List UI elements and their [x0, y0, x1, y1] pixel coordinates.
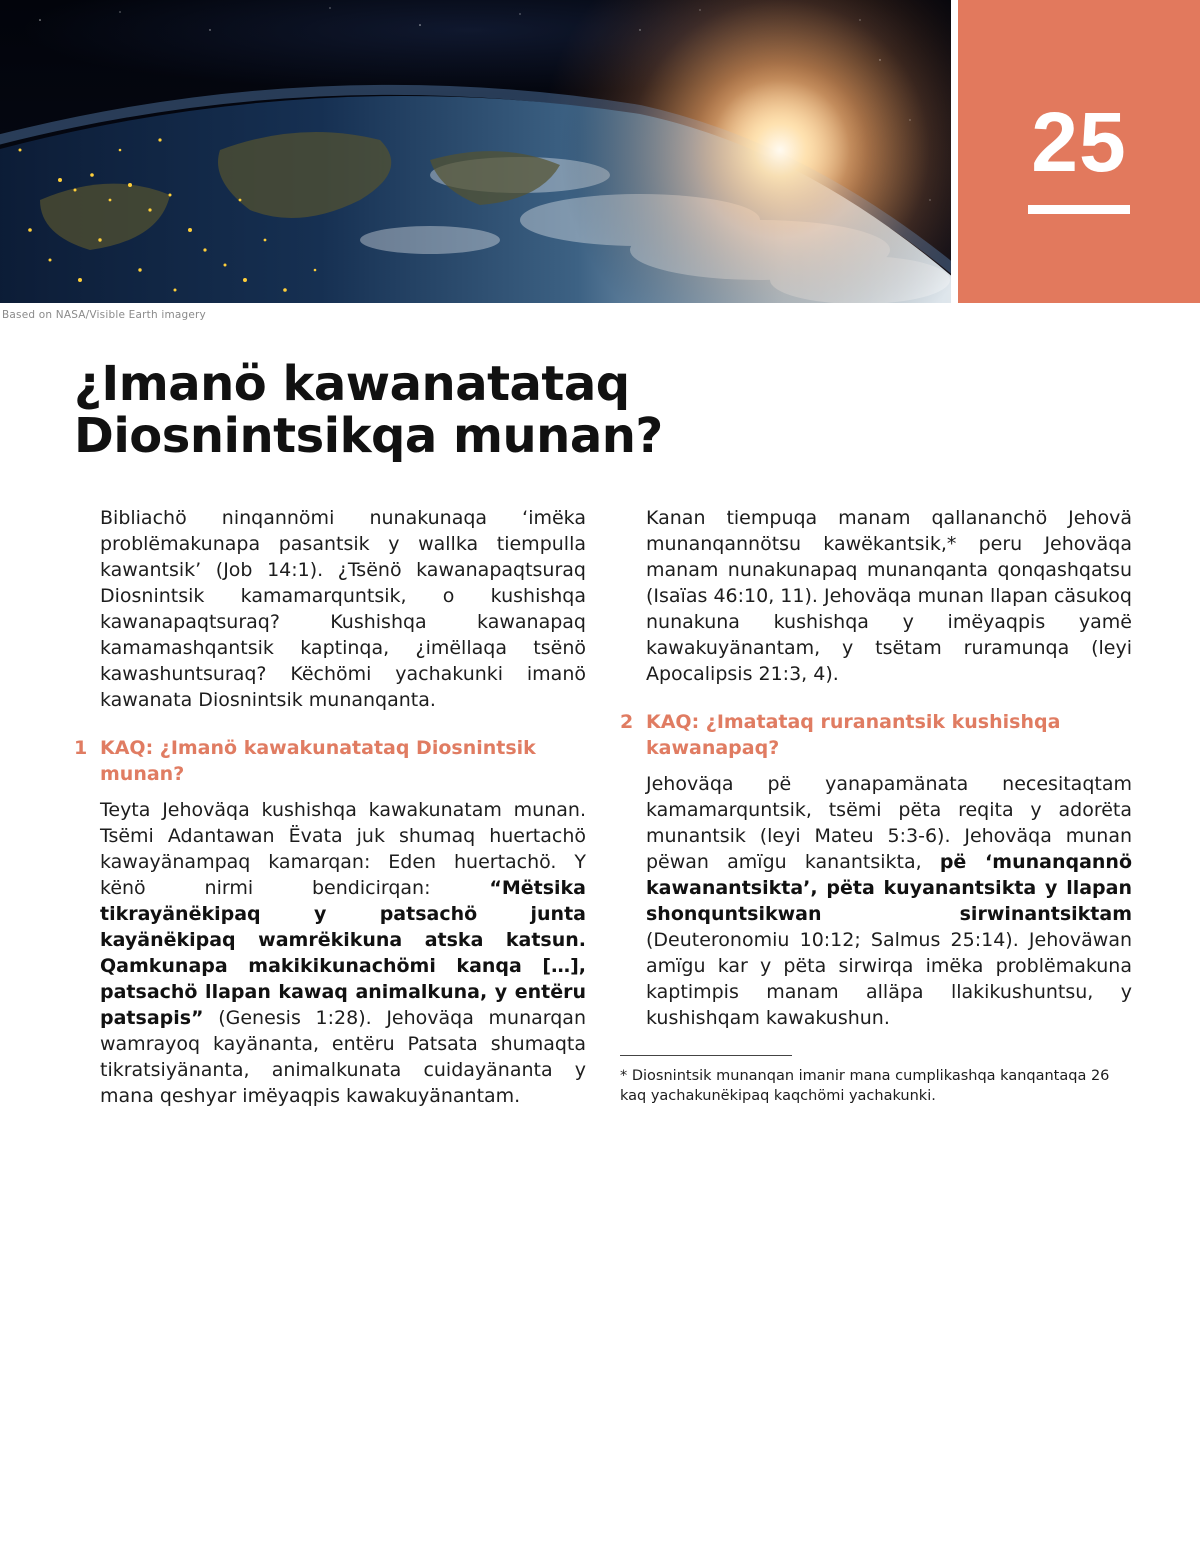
right-column [620, 505, 1132, 1106]
question-2-heading [620, 709, 1132, 761]
question-2-paragraph [646, 771, 1132, 1031]
genesis-quote: “Mëtsika tikrayänëkipaq y patsachö junta kayänëkipaq wamrëkikuna atska katsun. Qamkunapa makikikunachömi kanqa […], patsachö llapan kawaq animalkuna, y entëru patsapis” [100, 877, 586, 1029]
page-number-underline [1028, 205, 1130, 214]
continuation-paragraph: Kanan tiempuqa manam qallananchö Jehovä munanqannötsu kawëkantsik,* peru Jehoväqa manam nunakunapaq munanqanta qonqashqatsu (Isaïas 46:10, 11). Jehoväqa munan llapan cäsukoq nunakuna kushishqa y imëyaqpis yamë kawakuyänantam, y tsëtam ruramunqa (leyi Apocalipsis 21:3, 4). [646, 507, 1132, 685]
q1-paragraph-text: Teyta Jehoväqa kushishqa kawakunatam munan. Tsëmi Adantawan Ëvata juk shumaq huertachö kawayänampaq kamarqan: Eden huertachö. Y kënö nirmi bendicirqan: [100, 799, 586, 899]
image-credit: Based on NASA/Visible Earth imagery [2, 309, 206, 321]
q2-paragraph-text-end: (Deuteronomiu 10:12; Salmus 25:14). Jehoväwan amïgu kar y pëta sirwirqa imëka problëmakuna kaptimpis manam alläpa llakikushuntsu, y kushishqam kawakushun. [646, 929, 1132, 1029]
question-2-number: 2 [620, 711, 634, 733]
intro-paragraph: Bibliachö ninqannömi nunakunaqa ‘imëka problëmakunapa pasantsik y wallka tiempulla kawantsik’ (Job 14:1). ¿Tsënö kawanapaqtsuraq Diosnintsik kamamarquntsik, o kushishqa kawanapaqtsuraq? Kushishqa kawanapaq kamamashqantsik kaptinqa, ¿imëllaqa tsënö kawashuntsuraq? Këchömi yachakunki imanö kawanata Diosnintsik munanqanta. [100, 507, 586, 711]
page-number-tab [958, 0, 1200, 303]
left-column [74, 505, 586, 1109]
q2-paragraph-text: Jehoväqa pë yanapamänata necesitaqtam kamamarquntsik, tsëmi pëta reqita y adorëta munantsik (leyi Mateu 5:3-6). Jehoväqa munan pëwan amïgu kanantsikta, [646, 773, 1132, 873]
earth-illustration [0, 0, 951, 303]
lesson-title [74, 358, 774, 462]
question-1-number: 1 [74, 737, 88, 759]
lesson-title-line1: ¿Imanö kawanatataq [74, 356, 630, 412]
q1-paragraph-text-end: (Genesis 1:28). Jehoväqa munarqan wamrayoq kayänanta, entëru Patsata shumaqta tikratsiyänanta, animalkunata cuidayänanta y mana qeshyar imëyaqpis kawakuyänantam. [100, 1007, 586, 1107]
page-number: 25 [1031, 95, 1127, 189]
q2-emphasis: pë ‘munanqannö kawanantsikta’, pëta kuyanantsikta y llapan shonquntsikwan sirwinantsiktam [646, 851, 1133, 925]
question-2-text: KAQ: ¿Imatataq ruranantsik kushishqa kawanapaq? [646, 711, 1061, 759]
question-1-heading [74, 735, 586, 787]
question-1-paragraph [100, 797, 586, 1109]
question-1-text: KAQ: ¿Imanö kawakunatataq Diosnintsik munan? [100, 737, 536, 785]
lesson-title-line2: Diosnintsikqa munan? [74, 408, 663, 464]
footnote-divider [620, 1055, 792, 1056]
footnote: * Diosnintsik munanqan imanir mana cumplikashqa kanqantaqa 26 kaq yachakunëkipaq kaqchömi yachakunki. [620, 1068, 1110, 1104]
hero-earth-image [0, 0, 951, 303]
